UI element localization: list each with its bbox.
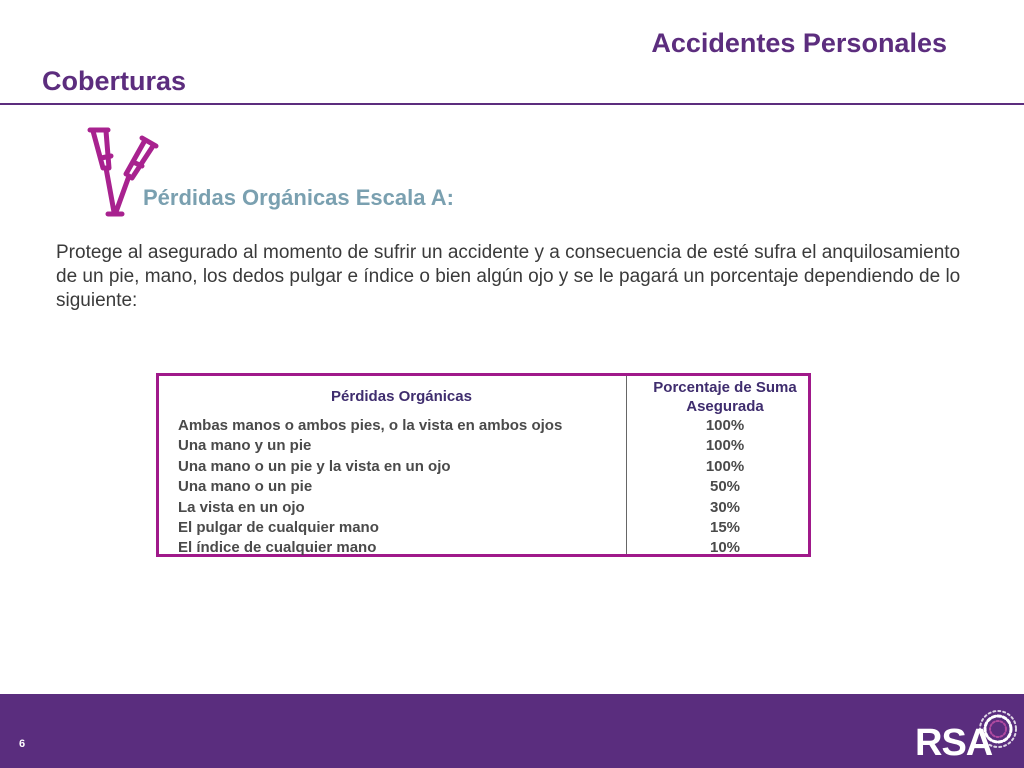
percentage-cell: 100% (705, 437, 745, 455)
table-row (159, 477, 808, 497)
coverage-description: Protege al asegurado al momento de sufrir un accidente y a consecuencia de esté sufra el anquilosamiento de un pie, mano, los dedos pulgar e índice o bien algún ojo y se le pagará un porcentaje dependiendo de lo siguiente: (56, 242, 961, 311)
table-header-percentage (627, 378, 823, 416)
section-title: Coberturas (42, 66, 187, 96)
footer-bar (0, 694, 1024, 768)
percentage-cell: 30% (709, 498, 741, 516)
loss-cell: El índice de cualquier mano (178, 539, 377, 557)
percentage-cell: 50% (709, 478, 741, 496)
table-body (159, 416, 808, 559)
table-row (159, 498, 808, 518)
page-number: 6 (19, 738, 26, 750)
percentage-cell: 100% (705, 417, 745, 434)
logo-text: RSA (915, 722, 993, 764)
table-row (159, 416, 808, 436)
loss-cell: Una mano y un pie (178, 437, 312, 455)
table-row (159, 457, 808, 477)
header-divider (0, 103, 1024, 105)
presentation-title: Accidentes Personales (651, 28, 947, 58)
loss-cell: El pulgar de cualquier mano (178, 518, 379, 536)
percentage-cell: 100% (705, 457, 745, 475)
coverage-table (156, 373, 811, 557)
table-header-percentage-line2: Asegurada (686, 398, 764, 415)
loss-cell: Ambas manos o ambos pies, o la vista en ambos ojos (178, 417, 563, 434)
loss-cell: Una mano o un pie (178, 478, 313, 496)
loss-cell: La vista en un ojo (178, 498, 305, 516)
table-row (159, 518, 808, 538)
table-row (159, 538, 808, 558)
loss-cell: Una mano o un pie y la vista en un ojo (178, 457, 451, 475)
logo-swirl-icon (973, 704, 1023, 754)
table-header-losses: Pérdidas Orgánicas (331, 388, 472, 405)
table-row (159, 436, 808, 456)
table-header-percentage-line1: Porcentaje de Suma (653, 379, 797, 396)
subheading: Pérdidas Orgánicas Escala A: (143, 185, 454, 210)
percentage-cell: 15% (709, 518, 741, 536)
percentage-cell: 10% (709, 539, 741, 557)
